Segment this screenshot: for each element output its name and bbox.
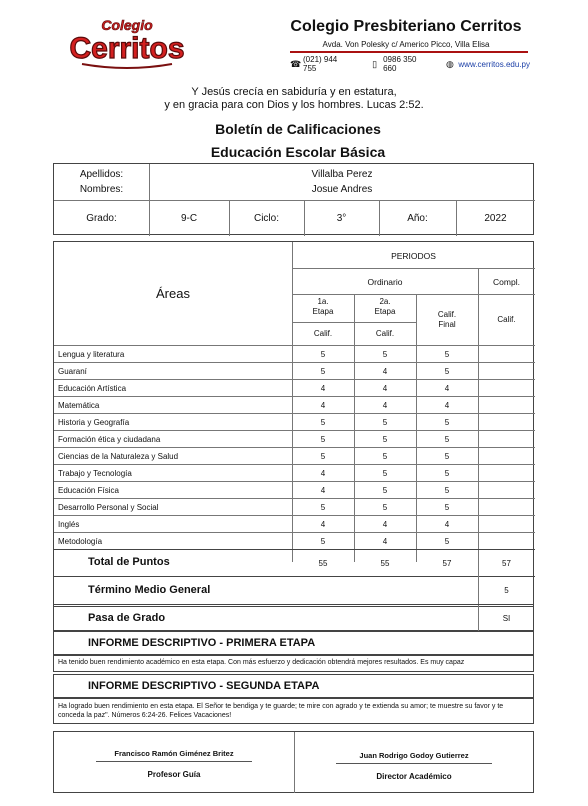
first-report-text: Ha tenido buen rendimiento académico en esta etapa. Con más esfuerzo y dedicación obtendrá mejores resultados. Es muy capaz bbox=[58, 659, 465, 666]
website-link[interactable]: www.cerritos.edu.py bbox=[458, 59, 530, 69]
stage1-grade: 5 bbox=[320, 537, 326, 546]
final-header: Calif. bbox=[437, 310, 457, 319]
total-final: 57 bbox=[442, 559, 452, 568]
subject-name: Desarrollo Personal y Social bbox=[58, 503, 159, 512]
row-divider bbox=[54, 464, 535, 465]
grades-table bbox=[53, 241, 534, 607]
bible-verse bbox=[0, 86, 588, 112]
subject-name: Metodología bbox=[58, 537, 103, 546]
compl-calif: Calif. bbox=[497, 315, 516, 324]
stage2-grade: 4 bbox=[382, 537, 388, 546]
final-grade: 5 bbox=[444, 537, 450, 546]
stage2-sub: Etapa bbox=[374, 307, 396, 316]
surname-value: Villalba Perez bbox=[311, 169, 373, 180]
name-label: Nombres: bbox=[79, 184, 124, 195]
final-sub: Final bbox=[438, 320, 456, 329]
stage1-grade: 5 bbox=[320, 435, 326, 444]
name-value: Josue Andres bbox=[311, 184, 373, 195]
stage2-grade: 5 bbox=[382, 435, 388, 444]
row-divider bbox=[54, 481, 535, 482]
stage1-grade: 5 bbox=[320, 418, 326, 427]
globe-icon: ◍ bbox=[446, 58, 454, 69]
stage2-grade: 4 bbox=[382, 520, 388, 529]
stage1-grade: 5 bbox=[320, 350, 326, 359]
stage1-sub: Etapa bbox=[312, 307, 334, 316]
school-logo bbox=[52, 14, 202, 74]
stage2-grade: 5 bbox=[382, 486, 388, 495]
subject-name: Formación ética y ciudadana bbox=[58, 435, 161, 444]
contact-bar bbox=[290, 55, 530, 73]
cycle-value: 3° bbox=[336, 213, 347, 224]
compl-header: Compl. bbox=[493, 277, 520, 287]
stage2-grade: 4 bbox=[382, 367, 388, 376]
stage1-grade: 5 bbox=[320, 452, 326, 461]
row-divider bbox=[54, 396, 535, 397]
subject-name: Lengua y literatura bbox=[58, 350, 125, 359]
pass-value: SI bbox=[502, 614, 511, 623]
second-report-title: INFORME DESCRIPTIVO - SEGUNDA ETAPA bbox=[88, 680, 320, 692]
final-grade: 5 bbox=[444, 469, 450, 478]
second-report-text: Ha logrado buen rendimiento en esta etapa. El Señor te bendiga y te guarde; te mire con agrado y te extienda su amor; te muestre su favor y te conceda la paz". Números 6:24-26. Felices Vacaciones! bbox=[58, 703, 504, 719]
stage2-calif: Calif. bbox=[375, 329, 395, 338]
final-grade: 4 bbox=[444, 401, 450, 410]
areas-header: Áreas bbox=[156, 286, 190, 301]
row-divider bbox=[54, 362, 535, 363]
stage1-grade: 4 bbox=[320, 520, 326, 529]
first-report-title: INFORME DESCRIPTIVO - PRIMERA ETAPA bbox=[88, 637, 316, 649]
stage2-grade: 5 bbox=[382, 503, 388, 512]
total-stage1: 55 bbox=[318, 559, 328, 568]
school-address: Avda. Von Polesky c/ Americo Picco, Villa Elisa bbox=[322, 40, 490, 49]
signature-box bbox=[53, 731, 534, 793]
stage2-grade: 4 bbox=[382, 384, 388, 393]
subject-name: Educación Artística bbox=[58, 384, 127, 393]
grade-value: 9-C bbox=[180, 213, 198, 224]
final-grade: 5 bbox=[444, 435, 450, 444]
verse-line-2: y en gracia para con Dios y los hombres. Lucas 2:52. bbox=[164, 99, 424, 111]
row-divider bbox=[54, 532, 535, 533]
stage1-grade: 5 bbox=[320, 503, 326, 512]
stage1-grade: 4 bbox=[320, 401, 326, 410]
mobile-number: 0986 350 660 bbox=[383, 55, 417, 73]
subject-name: Inglés bbox=[58, 520, 80, 529]
bulletin-title: Boletín de Calificaciones bbox=[215, 121, 381, 137]
final-grade: 5 bbox=[444, 452, 450, 461]
average-value: 5 bbox=[504, 586, 509, 595]
total-label: Total de Puntos bbox=[88, 556, 170, 568]
final-grade: 5 bbox=[444, 486, 450, 495]
ordinary-header: Ordinario bbox=[367, 277, 403, 287]
cycle-label: Ciclo: bbox=[253, 213, 279, 224]
school-name: Colegio Presbiteriano Cerritos bbox=[290, 18, 522, 35]
stage2-grade: 4 bbox=[382, 401, 388, 410]
second-report-header bbox=[53, 674, 534, 698]
final-grade: 5 bbox=[444, 418, 450, 427]
mobile-icon: ▯ bbox=[372, 58, 378, 69]
subject-name: Ciencias de la Naturaleza y Salud bbox=[58, 452, 179, 461]
subject-name: Guaraní bbox=[58, 367, 87, 376]
row-divider bbox=[54, 379, 535, 380]
stage1-grade: 4 bbox=[320, 486, 326, 495]
teacher-role: Profesor Guía bbox=[147, 770, 201, 779]
average-label: Término Medio General bbox=[88, 584, 211, 596]
first-report-body bbox=[53, 655, 534, 672]
final-grade: 5 bbox=[444, 367, 450, 376]
logo-top-text: Colegio bbox=[101, 17, 153, 33]
final-grade: 5 bbox=[444, 503, 450, 512]
stage2-grade: 5 bbox=[382, 350, 388, 359]
row-divider bbox=[54, 447, 535, 448]
stage2-header: 2a. bbox=[379, 297, 391, 306]
second-report-body bbox=[53, 698, 534, 724]
total-compl: 57 bbox=[502, 559, 511, 568]
subject-name: Trabajo y Tecnología bbox=[58, 469, 132, 478]
first-report-header bbox=[53, 631, 534, 655]
director-role: Director Académico bbox=[376, 772, 452, 781]
phone-icon: ☎ bbox=[290, 58, 302, 69]
subject-name: Educación Física bbox=[58, 486, 119, 495]
subject-name: Historia y Geografía bbox=[58, 418, 130, 427]
row-divider bbox=[54, 498, 535, 499]
director-name: Juan Rodrigo Godoy Gutierrez bbox=[359, 751, 469, 760]
header-divider bbox=[290, 51, 528, 53]
pass-label: Pasa de Grado bbox=[88, 612, 166, 624]
verse-line-1: Y Jesús crecía en sabiduría y en estatura, bbox=[191, 86, 397, 98]
level-title: Educación Escolar Básica bbox=[210, 144, 386, 160]
final-grade: 4 bbox=[444, 520, 450, 529]
subject-name: Matemática bbox=[58, 401, 100, 410]
stage1-header: 1a. bbox=[317, 297, 329, 306]
final-grade: 5 bbox=[444, 350, 450, 359]
stage2-grade: 5 bbox=[382, 418, 388, 427]
year-value: 2022 bbox=[484, 213, 507, 224]
row-divider bbox=[54, 413, 535, 414]
stage2-grade: 5 bbox=[382, 452, 388, 461]
total-stage2: 55 bbox=[380, 559, 390, 568]
stage1-grade: 4 bbox=[320, 469, 326, 478]
stage2-grade: 5 bbox=[382, 469, 388, 478]
stage1-grade: 5 bbox=[320, 367, 326, 376]
stage1-grade: 4 bbox=[320, 384, 326, 393]
final-grade: 4 bbox=[444, 384, 450, 393]
teacher-name: Francisco Ramón Giménez Britez bbox=[114, 749, 234, 758]
grade-label: Grado: bbox=[86, 213, 117, 224]
year-label: Año: bbox=[407, 213, 428, 224]
stage1-calif: Calif. bbox=[313, 329, 333, 338]
student-info-box bbox=[53, 163, 534, 235]
row-divider bbox=[54, 430, 535, 431]
row-divider bbox=[54, 515, 535, 516]
surname-label: Apellidos: bbox=[79, 169, 124, 180]
logo-main-text: Cerritos bbox=[69, 32, 185, 65]
phone-number: (021) 944 755 bbox=[303, 55, 338, 73]
pass-row bbox=[53, 604, 534, 631]
periods-header: PERIODOS bbox=[391, 251, 436, 261]
